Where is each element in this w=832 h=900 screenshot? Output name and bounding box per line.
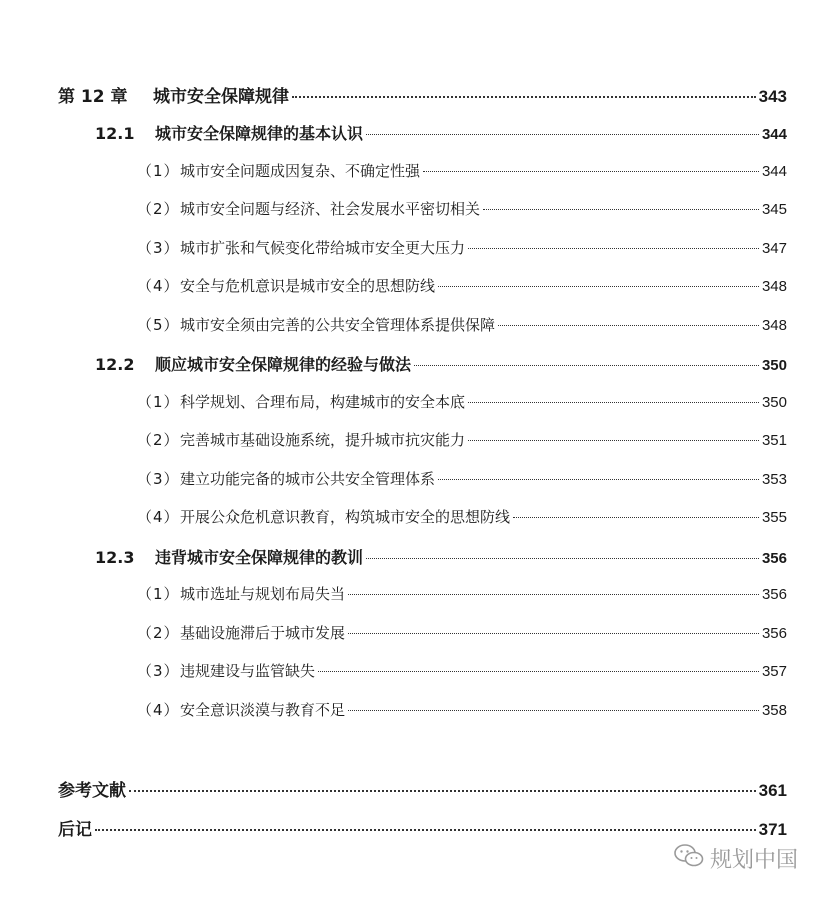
entry-title: 建立功能完备的城市公共安全管理体系	[180, 470, 436, 488]
entry-title: 违规建设与监管缺失	[180, 662, 316, 680]
dot-leader	[498, 325, 759, 326]
dot-leader	[348, 633, 759, 634]
entry-title: 城市安全须由完善的公共安全管理体系提供保障	[180, 316, 496, 334]
entry-page: 350	[761, 357, 787, 374]
dot-leader	[348, 710, 759, 711]
dot-leader	[348, 594, 759, 595]
entry-number: 12.2	[95, 355, 135, 374]
toc-entry-12-1-3[interactable]	[137, 237, 787, 258]
entry-title: 城市安全保障规律	[153, 87, 289, 107]
toc-entry-12-3-4[interactable]	[137, 699, 787, 720]
entry-page: 356	[761, 586, 787, 603]
dot-leader	[468, 248, 759, 249]
entry-number: （2）	[137, 624, 180, 642]
entry-page: 357	[761, 663, 787, 680]
entry-title: 城市选址与规划布局失当	[180, 585, 346, 603]
watermark-text: 规划中国	[709, 848, 798, 873]
entry-page: 351	[761, 432, 787, 449]
entry-title: 城市安全问题与经济、社会发展水平密切相关	[180, 200, 481, 218]
entry-page: 358	[761, 702, 787, 719]
dot-leader	[95, 829, 756, 831]
entry-title: 科学规划、合理布局，构建城市的安全本底	[180, 393, 466, 411]
entry-page: 350	[761, 394, 787, 411]
entry-number: （1）	[137, 393, 180, 411]
entry-title: 城市扩张和气候变化带给城市安全更大压力	[180, 239, 466, 257]
entry-title: 违背城市安全保障规律的教训	[155, 548, 364, 567]
dot-leader	[318, 671, 759, 672]
wechat-icon	[674, 844, 710, 874]
dot-leader	[438, 479, 759, 480]
entry-page: 353	[761, 471, 787, 488]
dot-leader	[513, 517, 759, 518]
entry-page: 361	[758, 781, 787, 800]
entry-title: 顺应城市安全保障规律的经验与做法	[155, 355, 412, 374]
entry-number: 第 12 章	[58, 87, 128, 107]
toc-entry-12-2-2[interactable]	[137, 429, 787, 450]
entry-number: （4）	[137, 701, 180, 719]
entry-page: 344	[761, 126, 787, 143]
toc-entry-12-2-4[interactable]	[137, 506, 787, 527]
entry-number: 12.1	[95, 124, 135, 143]
entry-title: 基础设施滞后于城市发展	[180, 624, 346, 642]
dot-leader	[438, 286, 759, 287]
dot-leader	[468, 440, 759, 441]
toc-entry-12-2-3[interactable]	[137, 468, 787, 489]
entry-page: 356	[761, 550, 787, 567]
toc-entry-12-1-2[interactable]	[137, 198, 787, 219]
dot-leader	[423, 171, 759, 172]
toc-entry-12-1-1[interactable]	[137, 160, 787, 181]
toc-entry-12-3-2[interactable]	[137, 622, 787, 643]
toc-entry-afterword[interactable]	[58, 815, 787, 840]
toc-entry-12-1[interactable]	[95, 121, 787, 144]
entry-number: （2）	[137, 200, 180, 218]
dot-leader	[414, 365, 759, 366]
entry-page: 348	[761, 278, 787, 295]
dot-leader	[468, 402, 759, 403]
entry-page: 344	[761, 163, 787, 180]
toc-entry-12-1-4[interactable]	[137, 275, 787, 296]
entry-title: 安全意识淡漠与教育不足	[180, 701, 346, 719]
toc-entry-references[interactable]	[58, 776, 787, 801]
entry-number: （1）	[137, 162, 180, 180]
entry-page: 347	[761, 240, 787, 257]
entry-number: （3）	[137, 470, 180, 488]
entry-number: （4）	[137, 508, 180, 526]
toc-entry-chapter-12[interactable]	[58, 82, 787, 107]
dot-leader	[129, 790, 756, 792]
entry-page: 343	[758, 87, 787, 106]
entry-number: （1）	[137, 585, 180, 603]
entry-page: 355	[761, 509, 787, 526]
dot-leader	[366, 558, 759, 559]
entry-title: 安全与危机意识是城市安全的思想防线	[180, 277, 436, 295]
entry-page: 371	[758, 820, 787, 839]
toc-entry-12-2-1[interactable]	[137, 391, 787, 412]
entry-title: 开展公众危机意识教育，构筑城市安全的思想防线	[180, 508, 511, 526]
entry-title: 城市安全问题成因复杂、不确定性强	[180, 162, 421, 180]
dot-leader	[366, 134, 759, 135]
entry-number: （3）	[137, 662, 180, 680]
entry-number: （2）	[137, 431, 180, 449]
toc-entry-12-1-5[interactable]	[137, 314, 787, 335]
toc-entry-12-3-3[interactable]	[137, 660, 787, 681]
entry-page: 356	[761, 625, 787, 642]
entry-number: 12.3	[95, 548, 135, 567]
toc-entry-12-3-1[interactable]	[137, 583, 787, 604]
watermark	[674, 843, 798, 874]
entry-number: （4）	[137, 277, 180, 295]
entry-title: 参考文献	[58, 781, 126, 801]
entry-page: 348	[761, 317, 787, 334]
entry-page: 345	[761, 201, 787, 218]
toc-entry-12-2[interactable]	[95, 352, 787, 375]
dot-leader	[483, 209, 759, 210]
entry-title: 完善城市基础设施系统，提升城市抗灾能力	[180, 431, 466, 449]
entry-title: 后记	[58, 820, 92, 840]
entry-title: 城市安全保障规律的基本认识	[155, 124, 364, 143]
dot-leader	[292, 96, 756, 98]
entry-number: （3）	[137, 239, 180, 257]
entry-number: （5）	[137, 316, 180, 334]
toc-entry-12-3[interactable]	[95, 545, 787, 568]
